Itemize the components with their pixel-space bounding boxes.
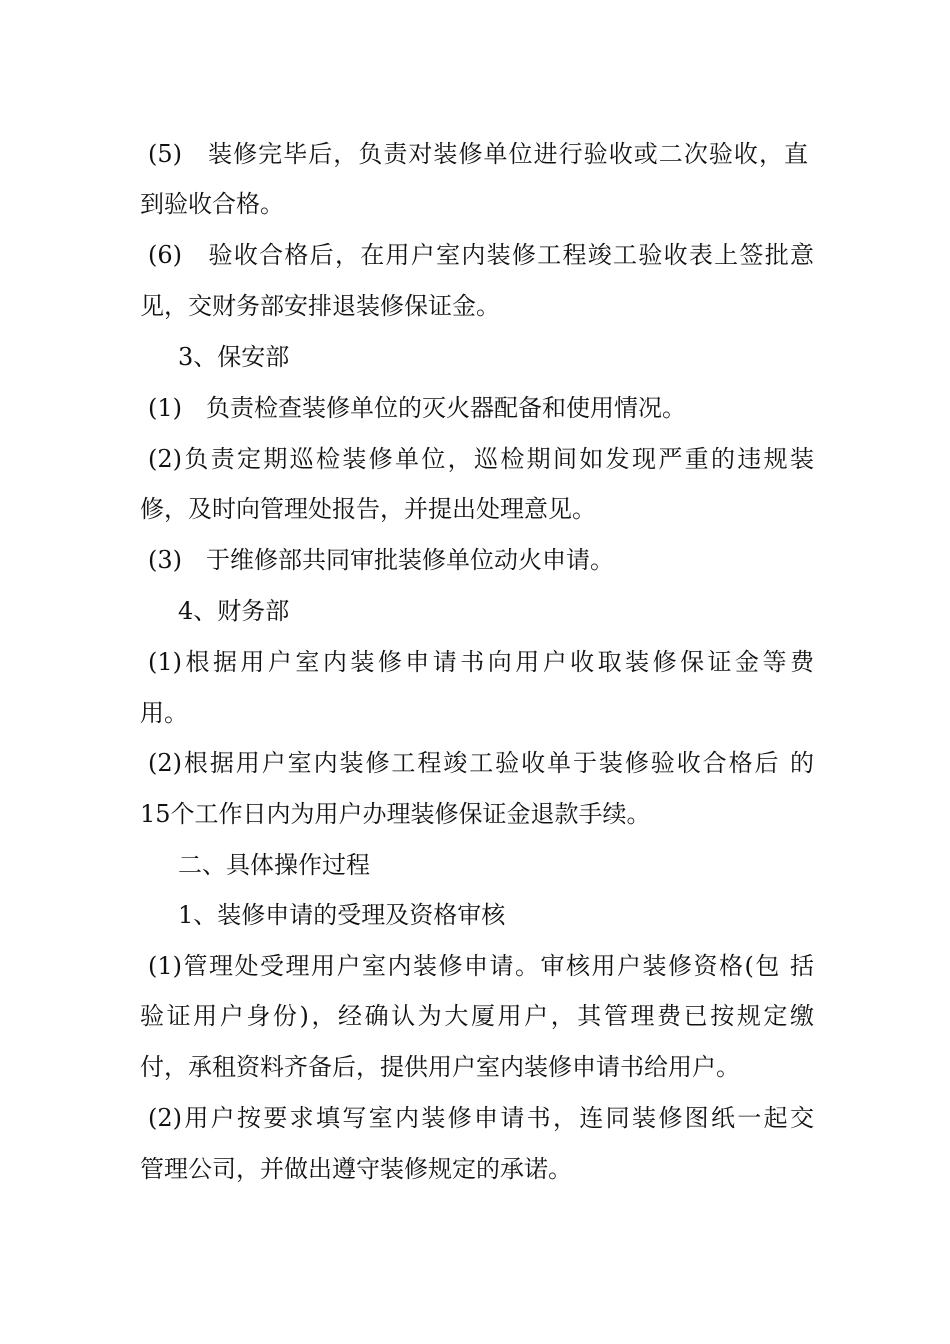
section-heading-procedure: 二、具体操作过程 [178,851,370,879]
finance-item-1-line-2: 用。 [140,699,188,727]
security-item-2-line-2: 修，及时向管理处报告，并提出处理意见。 [140,495,596,523]
finance-item-2-line-2: 15个工作日内为用户办理装修保证金退款手续。 [140,800,651,828]
section-heading-finance: 4、财务部 [178,597,290,625]
section-heading-security: 3、保安部 [178,343,290,371]
application-item-1-line-1: (1)管理处受理用户室内装修申请。审核用户装修资格(包 括 [148,952,814,980]
paragraph-6-line-2: 见，交财务部安排退装修保证金。 [140,292,500,320]
security-item-2-line-1: (2)负责定期巡检装修单位，巡检期间如发现严重的违规装 [148,445,814,473]
application-item-1-line-3: 付，承租资料齐备后，提供用户室内装修申请书给用户。 [140,1053,740,1081]
paragraph-6-line-1: (6) 验收合格后，在用户室内装修工程竣工验收表上签批意 [148,241,814,269]
security-item-3: (3) 于维修部共同审批装修单位动火申请。 [148,546,614,574]
paragraph-5-line-1: (5) 装修完毕后，负责对装修单位进行验收或二次验收，直 [148,140,808,168]
subsection-heading-application: 1、装修申请的受理及资格审核 [178,901,506,929]
application-item-1-line-2: 验证用户身份)，经确认为大厦用户，其管理费已按规定缴 [140,1002,814,1030]
finance-item-2-line-1: (2)根据用户室内装修工程竣工验收单于装修验收合格后 的 [148,749,814,777]
finance-item-1-line-1: (1)根据用户室内装修申请书向用户收取装修保证金等费 [148,648,814,676]
paragraph-5-line-2: 到验收合格。 [140,190,284,218]
application-item-2-line-1: (2)用户按要求填写室内装修申请书，连同装修图纸一起交 [148,1104,814,1132]
security-item-1: (1) 负责检查装修单位的灭火器配备和使用情况。 [148,394,686,422]
application-item-2-line-2: 管理公司，并做出遵守装修规定的承诺。 [140,1155,572,1183]
